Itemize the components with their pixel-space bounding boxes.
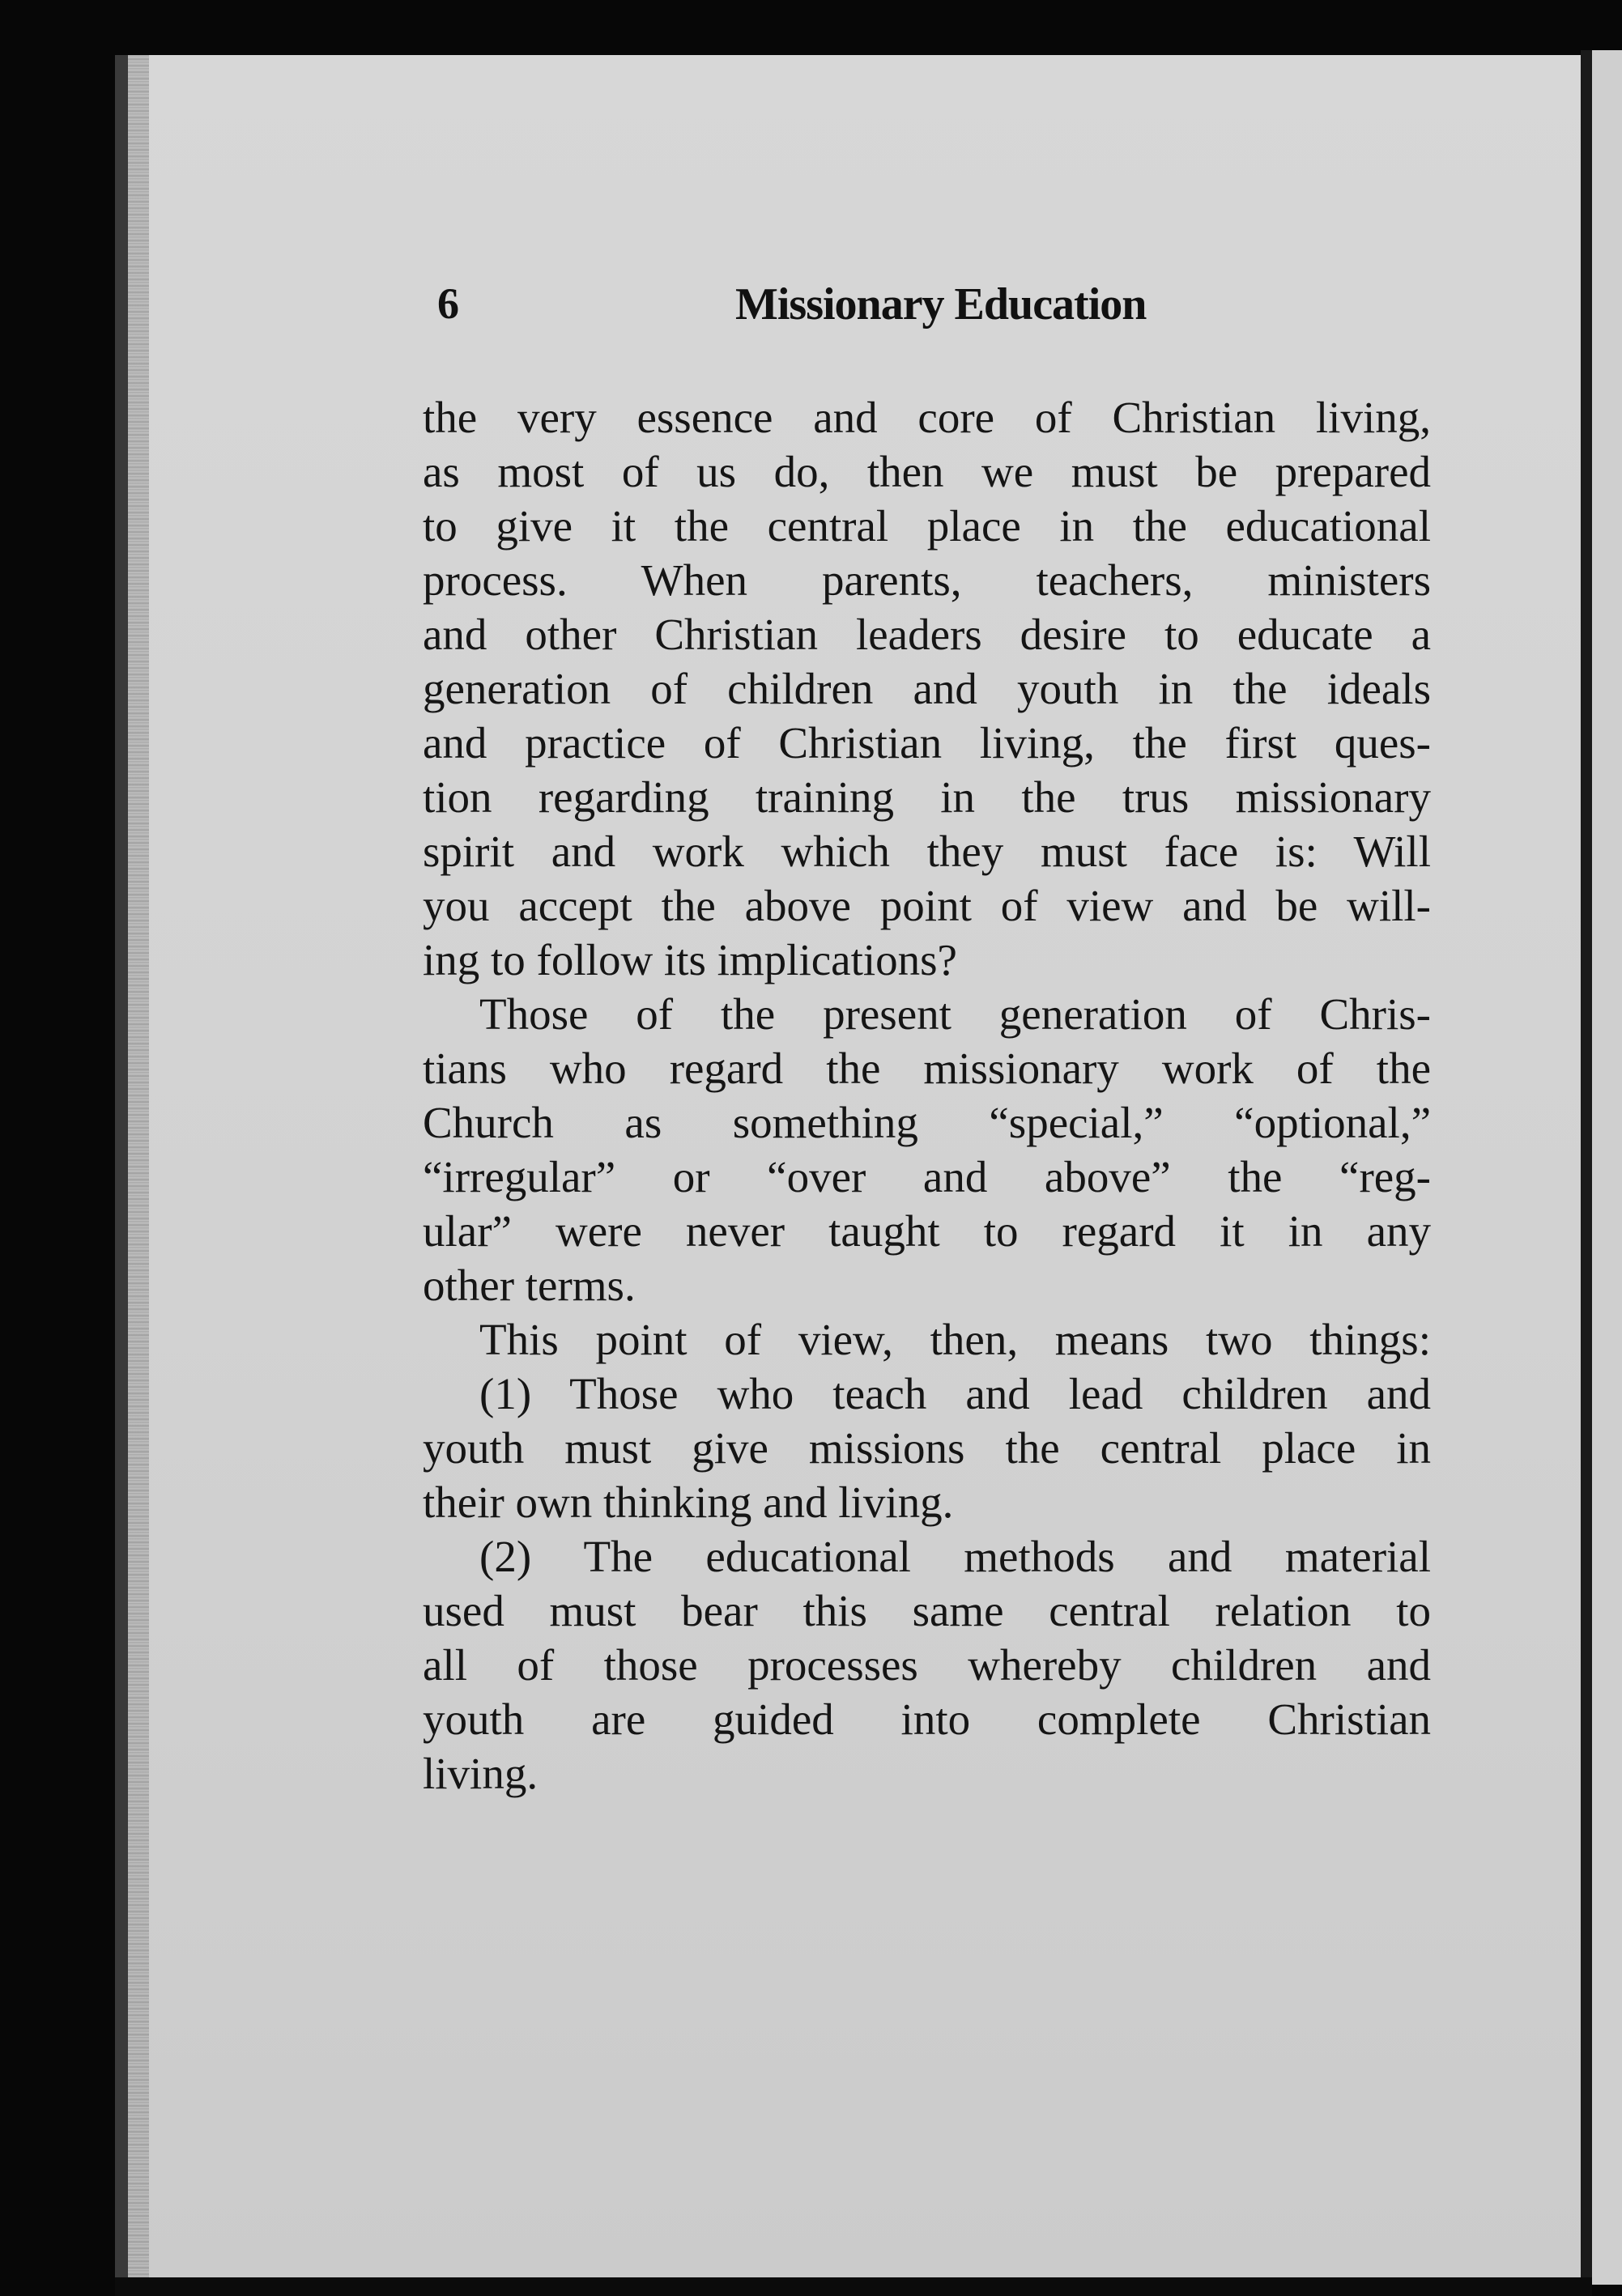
text-line: (1) Those who teach and lead children and <box>479 1369 1431 1418</box>
text-line: their own thinking and living. <box>423 1478 954 1527</box>
text-line: process. When parents, teachers, ministers <box>423 555 1431 605</box>
text-line: ular” were never taught to regard it in any <box>423 1206 1431 1256</box>
text-line: you accept the above point of view and be will- <box>423 881 1431 930</box>
text-line: youth must give missions the central place in <box>423 1423 1431 1473</box>
running-title: Missionary Education <box>735 279 1147 330</box>
body-text <box>423 390 1431 1801</box>
text-line: used must bear this same central relation to <box>423 1586 1431 1635</box>
facing-page-edge <box>1592 50 1622 2285</box>
text-line: “irregular” or “over and above” the “reg- <box>423 1152 1431 1201</box>
text-line: (2) The educational methods and material <box>479 1532 1431 1581</box>
text-line: This point of view, then, means two things: <box>479 1315 1431 1364</box>
page-number: 6 <box>437 279 459 328</box>
text-line: and practice of Christian living, the first ques- <box>423 718 1431 767</box>
page-header <box>437 278 1425 351</box>
text-line: as most of us do, then we must be prepared <box>423 447 1431 496</box>
text-line: Those of the present generation of Chris- <box>479 989 1431 1039</box>
text-line: living. <box>423 1749 539 1798</box>
text-line: generation of children and youth in the ideals <box>423 664 1431 713</box>
text-line: youth are guided into complete Christian <box>423 1694 1431 1744</box>
text-line: spirit and work which they must face is: Will <box>423 827 1431 876</box>
page-gutter <box>1581 50 1592 2285</box>
text-line: the very essence and core of Christian living, <box>423 393 1431 442</box>
text-line: other terms. <box>423 1261 636 1310</box>
text-line: and other Christian leaders desire to educate a <box>423 610 1431 659</box>
text-line: Church as something “special,” “optional,” <box>423 1098 1431 1147</box>
text-line: to give it the central place in the educational <box>423 501 1431 551</box>
text-line: ing to follow its implications? <box>423 935 957 984</box>
text-line: tion regarding training in the trus missionary <box>423 772 1431 822</box>
text-line: all of those processes whereby children and <box>423 1640 1431 1690</box>
bottom-edge <box>115 2277 1592 2296</box>
text-line: tians who regard the missionary work of the <box>423 1044 1431 1093</box>
